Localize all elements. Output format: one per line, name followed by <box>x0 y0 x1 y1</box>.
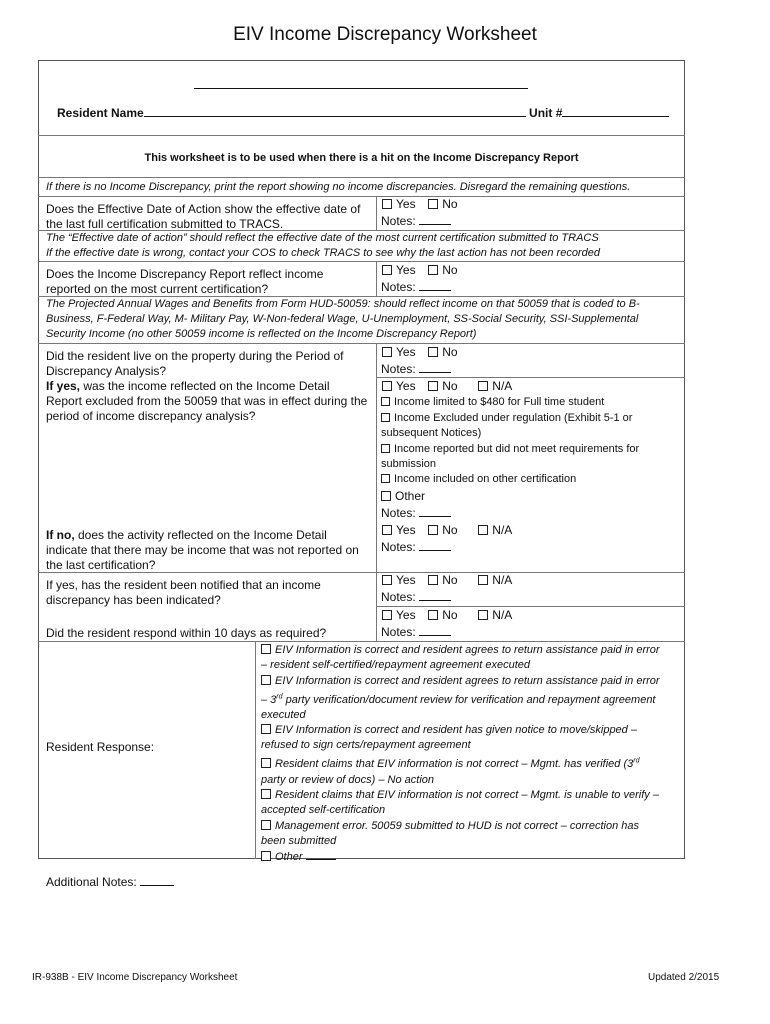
other-reason-checkbox[interactable] <box>381 491 391 501</box>
footer-form-id: IR-938B - EIV Income Discrepancy Worksheet <box>32 972 238 983</box>
q3-if-yes-yes-checkbox[interactable] <box>382 381 392 391</box>
response-other-checkbox[interactable] <box>261 851 271 861</box>
q1-yes-checkbox[interactable] <box>382 199 392 209</box>
q3-no-label: No <box>442 345 458 359</box>
response-option-3: EIV Information is correct and resident has given notice to move/skipped – refused to sign certs/repayment agreement <box>261 724 637 752</box>
q2-no-checkbox[interactable] <box>428 265 438 275</box>
response-option-4-checkbox[interactable] <box>261 758 271 768</box>
resident-response-label: Resident Response: <box>46 740 155 754</box>
q1-notes-label: Notes: <box>381 214 416 228</box>
q5-yes-checkbox[interactable] <box>382 610 392 620</box>
response-option-6: Management error. 50059 submitted to HUD is not correct – correction has been submitted <box>261 819 639 847</box>
q5-notes-field[interactable] <box>419 625 451 636</box>
instruction-text: This worksheet is to be used when there is a hit on the Income Discrepancy Report <box>144 152 579 164</box>
q4-question: If yes, has the resident been notified that an income discrepancy has been indicated? <box>46 578 321 607</box>
q5-notes-label: Notes: <box>381 625 416 639</box>
q3-no-checkbox[interactable] <box>428 347 438 357</box>
q5-no-checkbox[interactable] <box>428 610 438 620</box>
reason-4-checkbox[interactable] <box>381 474 390 483</box>
q3-reason-3: Income reported but did not meet requirements for submission <box>381 443 640 471</box>
q3-if-no-na-label: N/A <box>492 523 513 537</box>
q4-no-checkbox[interactable] <box>428 575 438 585</box>
q3-if-yes-na-label: N/A <box>492 379 513 393</box>
response-other-field[interactable] <box>306 849 336 860</box>
reason-3-checkbox[interactable] <box>381 444 390 453</box>
q3-question: Did the resident live on the property during the Period of Discrepancy Analysis? <box>46 349 344 378</box>
response-option-4: Resident claims that EIV information is not correct – Mgmt. has verified (3rd party or review of docs) – No action <box>261 757 640 786</box>
q3-yes-label: Yes <box>396 345 416 359</box>
response-option-5-checkbox[interactable] <box>261 789 271 799</box>
q4-notes-label: Notes: <box>381 590 416 604</box>
q1-no-checkbox[interactable] <box>428 199 438 209</box>
q1-note-2: If the effective date is wrong, contact your COS to check TRACS to see why the last action has not been recorded <box>46 247 600 259</box>
response-option-2-checkbox[interactable] <box>261 675 271 685</box>
q5-na-checkbox[interactable] <box>478 610 488 620</box>
q3-yes-checkbox[interactable] <box>382 347 392 357</box>
q3-if-yes-yes-label: Yes <box>396 379 416 393</box>
q3-if-no-notes-field[interactable] <box>419 540 451 551</box>
q3-reason-2: Income Excluded under regulation (Exhibit 5-1 or subsequent Notices) <box>381 412 633 440</box>
q2-yes-label: Yes <box>396 263 416 277</box>
q4-notes-field[interactable] <box>419 590 451 601</box>
resident-name-field[interactable] <box>144 106 526 117</box>
q4-na-label: N/A <box>492 573 513 587</box>
resident-name-label: Resident Name <box>57 106 144 120</box>
q3-if-yes-no-label: No <box>442 379 458 393</box>
q5-question: Did the resident respond within 10 days as required? <box>46 626 327 640</box>
additional-notes-field[interactable] <box>140 875 174 886</box>
footer-updated: Updated 2/2015 <box>648 972 720 983</box>
q3-notes-label: Notes: <box>381 362 416 376</box>
q1-note-1: The “Effective date of action” should reflect the effective date of the most current certification submitted to TRACS <box>46 232 599 244</box>
q1-notes-field[interactable] <box>419 214 451 225</box>
q3-if-no-notes-label: Notes: <box>381 540 416 554</box>
q5-yes-label: Yes <box>396 608 416 622</box>
q2-note: The Projected Annual Wages and Benefits from Form HUD-50059: should reflect income on that 50059 that is coded to B-Business, F-Federal Way, M- Military Pay, W-Non-federal Wage, U-Unemployment, SS-Social Security, SSI-Supplemental Security Income (no other 50059 income is reflected on the Income Discrepancy Report) <box>46 298 640 341</box>
response-option-5: Resident claims that EIV information is not correct – Mgmt. is unable to verify – accepted self-certification <box>261 788 659 817</box>
resident-response-options <box>261 643 681 865</box>
q3-notes-field[interactable] <box>419 362 451 373</box>
q2-notes-label: Notes: <box>381 280 416 294</box>
response-option-3-checkbox[interactable] <box>261 724 271 734</box>
top-signature-line <box>194 88 528 89</box>
q3-if-no-na-checkbox[interactable] <box>478 525 488 535</box>
q3-reason-1: Income limited to $480 for Full time student <box>381 395 679 410</box>
q3-if-no-no-label: No <box>442 523 458 537</box>
response-option-1-checkbox[interactable] <box>261 644 271 654</box>
unit-label: Unit # <box>529 106 563 120</box>
q3-if-no-no-checkbox[interactable] <box>428 525 438 535</box>
response-option-other: Other <box>261 849 681 865</box>
reason-2-checkbox[interactable] <box>381 413 390 422</box>
q1-no-label: No <box>442 197 458 211</box>
other-notes-field[interactable] <box>419 506 451 517</box>
q4-no-label: No <box>442 573 458 587</box>
q5-no-label: No <box>442 608 458 622</box>
additional-notes-label: Additional Notes: <box>46 875 137 889</box>
no-discrepancy-note: If there is no Income Discrepancy, print the report showing no income discrepancies. Disregard the remaining questions. <box>46 181 631 193</box>
q3-reason-4: Income included on other certification <box>381 472 679 487</box>
q4-yes-checkbox[interactable] <box>382 575 392 585</box>
q2-yes-checkbox[interactable] <box>382 265 392 275</box>
q1-question: Does the Effective Date of Action show the effective date of the last full certification submitted to TRACS. <box>46 202 361 231</box>
page-title: EIV Income Discrepancy Worksheet <box>233 24 537 45</box>
q4-na-checkbox[interactable] <box>478 575 488 585</box>
q3-if-yes-no-checkbox[interactable] <box>428 381 438 391</box>
q3-if-yes-na-checkbox[interactable] <box>478 381 488 391</box>
response-option-6-checkbox[interactable] <box>261 820 271 830</box>
response-option-2: EIV Information is correct and resident agrees to return assistance paid in error – 3rd party verification/document review for verification and repayment agreement executed <box>261 674 660 721</box>
q4-yes-label: Yes <box>396 573 416 587</box>
q3-if-no-question: If no, does the activity reflected on the Income Detail indicate that there may be income that was not reported on the last certification? <box>46 528 359 572</box>
q3-if-no-yes-label: Yes <box>396 523 416 537</box>
other-notes-label: Notes: <box>381 506 416 520</box>
q3-if-yes-question: If yes, was the income reflected on the Income Detail Report excluded from the 50059 that was in effect during the period of income discrepancy analysis? <box>46 379 368 423</box>
q3-if-no-yes-checkbox[interactable] <box>382 525 392 535</box>
q2-no-label: No <box>442 263 458 277</box>
other-reason-label: Other <box>395 489 426 503</box>
q2-notes-field[interactable] <box>419 280 451 291</box>
q5-na-label: N/A <box>492 608 513 622</box>
unit-field[interactable] <box>562 106 669 117</box>
q1-yes-label: Yes <box>396 197 416 211</box>
reason-1-checkbox[interactable] <box>381 397 390 406</box>
response-option-1: EIV Information is correct and resident agrees to return assistance paid in error – resident self-certified/repayment agreement executed <box>261 644 660 672</box>
q2-question: Does the Income Discrepancy Report reflect income reported on the most current certification? <box>46 267 324 296</box>
